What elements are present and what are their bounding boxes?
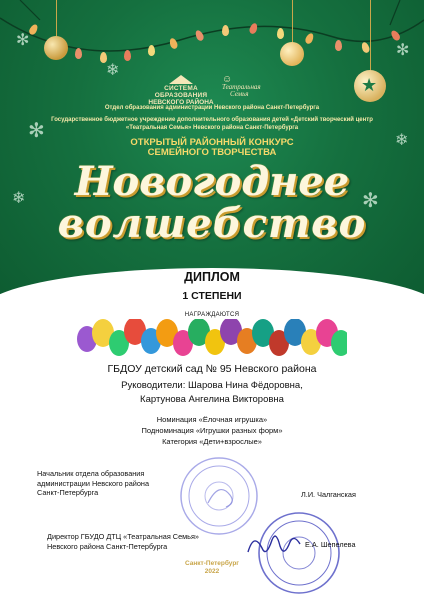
diploma-label: ДИПЛОМ xyxy=(184,270,240,284)
title-line2: волшебство xyxy=(57,200,367,247)
theatre-logo-line1: Театральная xyxy=(222,83,261,91)
chief-line1: Начальник отдела образования xyxy=(37,469,145,478)
nomination: Номинация «Ёлочная игрушка» xyxy=(156,415,268,424)
star-icon: ★ xyxy=(361,75,378,95)
director-line2: Невского района Санкт-Петербурга xyxy=(47,541,168,551)
snowflake-icon: ❄ xyxy=(395,132,409,149)
title-line1: Новогоднее xyxy=(74,158,350,205)
snowflake-icon: ✻ xyxy=(396,42,410,59)
recipient-name: ГБДОУ детский сад № 95 Невского района xyxy=(107,363,317,375)
org-logo-line1: СИСТЕМА ОБРАЗОВАНИЯ xyxy=(154,85,208,99)
chief-line3: Санкт-Петербурга xyxy=(37,488,99,497)
chief-line2: администрации Невского района xyxy=(37,478,150,488)
subnomination: Подноминация «Игрушки разных форм» xyxy=(141,426,283,435)
director-signature xyxy=(244,528,304,562)
snowflake-icon: ✻ xyxy=(362,190,379,212)
snowflake-icon: ❄ xyxy=(106,62,120,79)
ornament-string xyxy=(292,0,293,44)
ornament-ball-icon xyxy=(280,42,304,66)
director-signatory: Е.А. Шепелева xyxy=(305,540,356,549)
awarded-label: НАГРАЖДАЮТСЯ xyxy=(184,312,240,318)
city-name: Санкт-Петербург xyxy=(184,560,240,567)
snowflake-icon: ✻ xyxy=(16,32,30,49)
house-roof-icon xyxy=(169,75,193,84)
diploma-degree: 1 СТЕПЕНИ xyxy=(182,290,242,302)
theatre-logo-line2: Семья xyxy=(230,90,249,98)
leaders-line2: Картунова Ангелина Викторовна xyxy=(140,394,284,405)
year: 2022 xyxy=(204,568,220,575)
chief-signatory: Л.И. Чалганская xyxy=(301,490,356,499)
garland-bulb xyxy=(148,45,155,56)
education-system-logo xyxy=(146,75,216,106)
balloons-banner xyxy=(77,319,347,357)
garland-bulb xyxy=(75,48,82,59)
director-line1: Директор ГБУДО ДТЦ «Театральная Семья» xyxy=(47,532,199,541)
category: Категория «Дети+взрослые» xyxy=(162,437,262,446)
contest-name xyxy=(0,138,424,158)
city-year xyxy=(160,560,264,576)
contest-line1: ОТКРЫТЫЙ РАЙОННЫЙ КОНКУРС xyxy=(130,137,294,148)
ornament-string xyxy=(56,0,57,38)
ornament-ball-icon xyxy=(44,36,68,60)
theatre-mask-icon: ☺ xyxy=(222,74,233,85)
garland-bulb xyxy=(222,25,229,36)
garland-bulb xyxy=(124,50,131,61)
theatre-family-logo xyxy=(222,76,261,98)
snowflake-icon: ✻ xyxy=(28,120,45,142)
leaders-line1: Руководители: Шарова Нина Фёдоровна, xyxy=(121,380,303,391)
ornament-string xyxy=(370,0,371,72)
org-logo-line2: НЕВСКОГО РАЙОНА xyxy=(148,99,214,106)
garland-bulb xyxy=(335,40,342,51)
contest-line2: СЕМЕЙНОГО ТВОРЧЕСТВА xyxy=(147,147,277,158)
department-name: Отдел образования администрации Невского района Санкт-Петербурга xyxy=(104,105,320,111)
snowflake-icon: ❄ xyxy=(12,190,26,207)
institution-name: Государственное бюджетное учреждение дополнительного образования детей «Детский творческий центр «Театральная Семья» Невского района Санкт-Петербурга xyxy=(51,117,373,131)
garland-bulb xyxy=(277,28,284,39)
director-title xyxy=(47,532,247,551)
chief-title xyxy=(37,469,197,498)
